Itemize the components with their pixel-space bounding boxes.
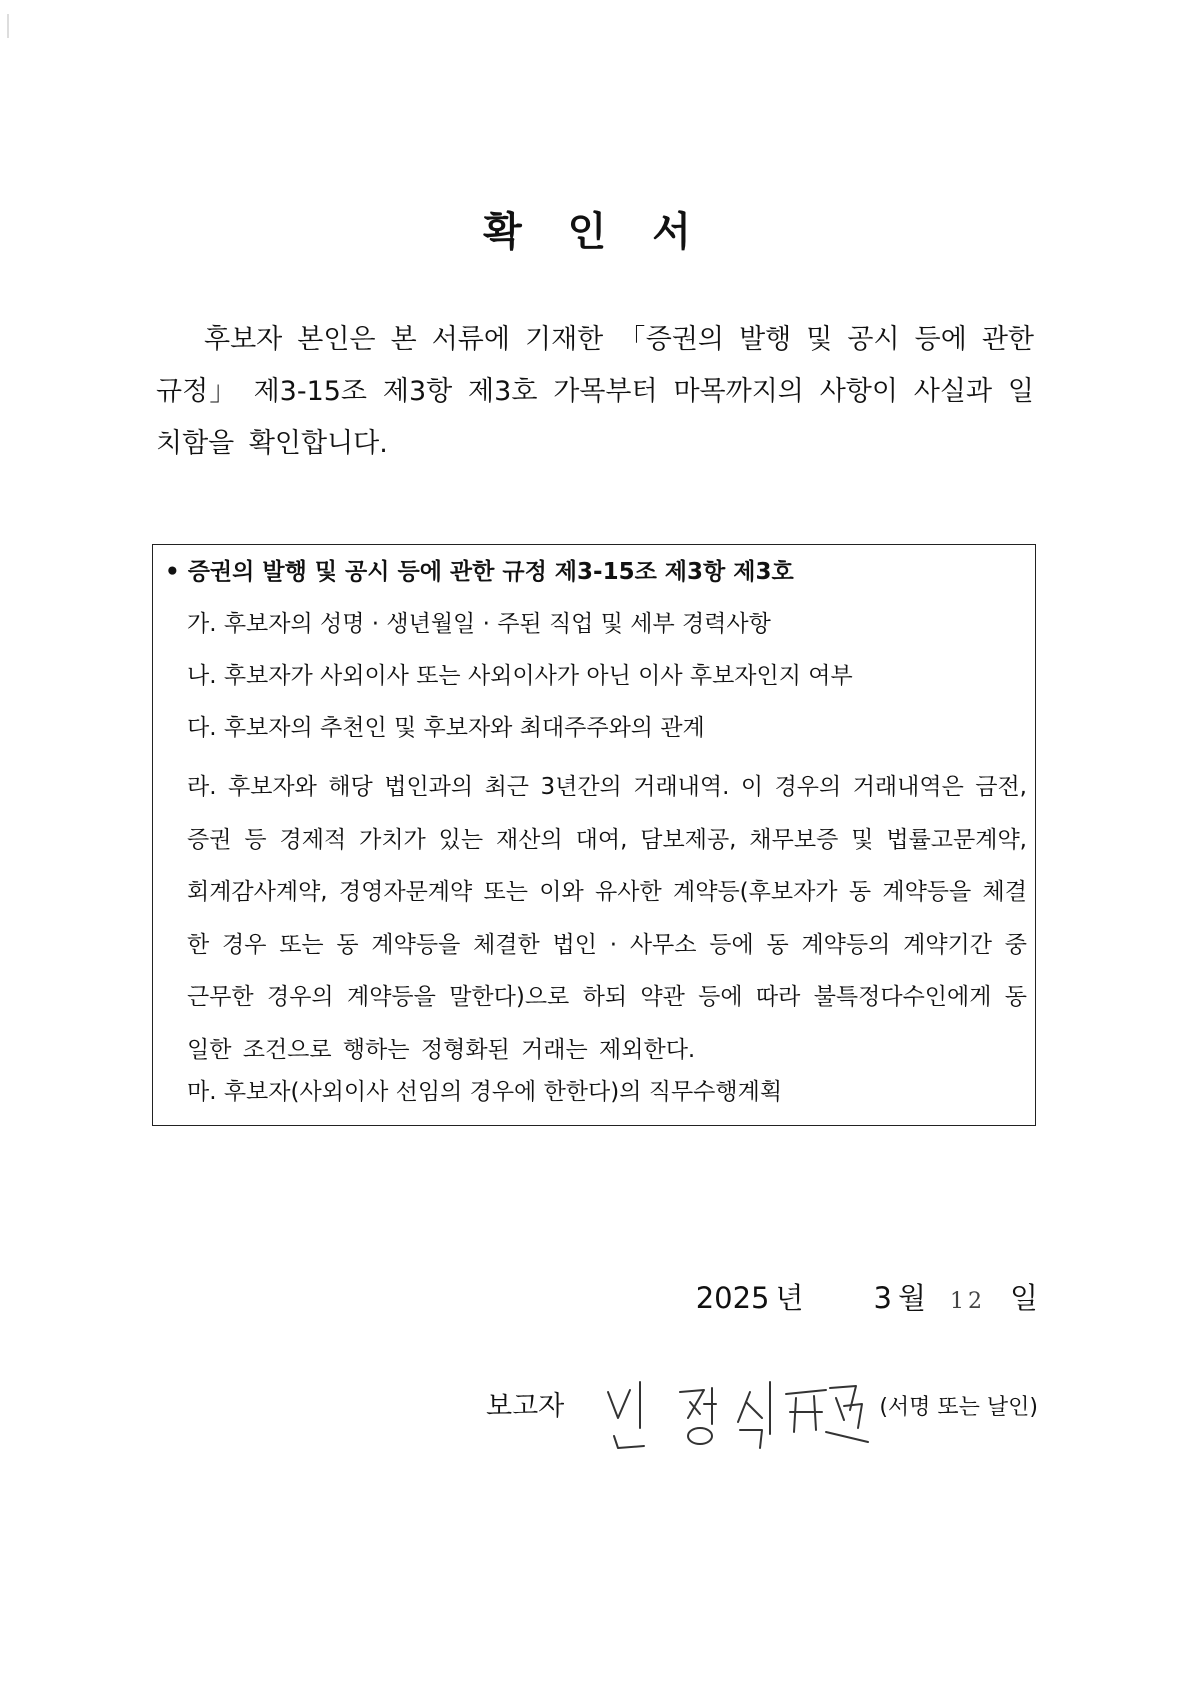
date-line [696, 1276, 1038, 1317]
handwritten-signature [600, 1370, 920, 1450]
list-item: 나. 후보자가 사외이사 또는 사외이사가 아닌 이사 후보자인지 여부 [187, 663, 853, 689]
date-day-unit: 일 [1009, 1281, 1038, 1315]
list-item-ma: 마. 후보자(사외이사 선임의 경우에 한한다)의 직무수행계획 [187, 1079, 783, 1105]
date-day-handwritten: 12 [949, 1289, 986, 1314]
scan-artifact [6, 14, 10, 38]
intro-paragraph: 후보자 본인은 본 서류에 기재한 「증권의 발행 및 공시 등에 관한 규정」 제3-15조 제3항 제3호 가목부터 마목까지의 사항이 사실과 일치함을 확인합니다. [156, 324, 1034, 459]
date-month-unit: 월 [897, 1281, 926, 1315]
date-year: 2025 [695, 1281, 770, 1315]
page-title: 확 인 서 [483, 209, 707, 255]
signature-note: (서명 또는 날인) [879, 1395, 1038, 1420]
date-month: 3 [873, 1281, 892, 1315]
date-year-unit: 년 [775, 1281, 804, 1315]
list-item-ra: 라. 후보자와 해당 법인과의 최근 3년간의 거래내역. 이 경우의 거래내역은 금전, 증권 등 경제적 가치가 있는 재산의 대여, 담보제공, 채무보증 및 법률고문계약, 회계감사계약, 경영자문계약 또는 이와 유사한 계약등(후보자가 동 계약등을 체결한 경우 또는 동 계약등을 체결한 법인 · 사무소 등에 동 계약등의 계약기간 중 근무한 경우의 계약등을 말한다)으로 하되 약관 등에 따라 불특정다수인에게 동일한 조건으로 행하는 정형화된 거래는 제외한다. [187, 774, 1027, 1063]
regulation-box [152, 544, 1036, 1126]
list-item: 가. 후보자의 성명 · 생년월일 · 주된 직업 및 세부 경력사항 [187, 611, 771, 637]
regulation-heading: • 증권의 발행 및 공시 등에 관한 규정 제3-15조 제3항 제3호 [165, 559, 794, 585]
list-item: 다. 후보자의 추천인 및 후보자와 최대주주와의 관계 [187, 715, 705, 741]
reporter-label: 보고자 [486, 1391, 565, 1422]
